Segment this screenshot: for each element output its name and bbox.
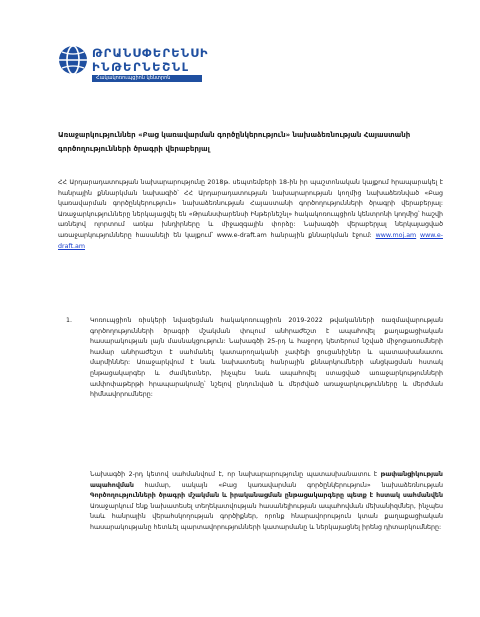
list-item-number: 1. bbox=[66, 317, 73, 324]
globe-logo-icon bbox=[58, 42, 90, 78]
intro-paragraph bbox=[58, 178, 443, 252]
paragraph-3-bold-b: Գործողությունների ծրագրի մշակման և իրականացման ընթացակարգերը պետք է հստակ սահմանվեն bbox=[90, 492, 443, 500]
paragraph-3-text-c: Առաջարկում ենք նախատեսել տեղեկատվության հասանելիության ապահովման մեխանիզմներ, ինչպես նաև հանրային վերահսկողության գործիքներ, որոնք հնարավորություն կտան քաղաքացիական հասարակությանը հետևել պարտավորությունների կատարմանը և ներկայացնել իրենց դիտարկումները: bbox=[90, 502, 443, 531]
document-title: Առաջարկություններ «Բաց կառավարման գործընկերություն» նախաձեռնության Հայաստանի գործողությունների ծրագրի վերաբերյալ bbox=[58, 131, 411, 153]
paragraph-3-text-a: Նախագծի 2-րդ կետով սահմանվում է, որ նախարարությունը պատասխանատու է bbox=[90, 471, 378, 478]
paragraph-3 bbox=[90, 470, 443, 534]
moj-link[interactable]: www.moj.am bbox=[375, 231, 417, 239]
intro-paragraph-text: ՀՀ Արդարադատության նախարարությունը 2018թ. սեպտեմբերի 18-ին իր պաշտոնական կայքում հրապարակել է հանրային քննարկման նախագիծ՝ ՀՀ Արդարադատության նախարարության կողմից նախաձեռնված «Բաց կառավարման գործընկերություն» նախաձեռնության Հայաստանի գործողությունների ծրագրի վերաբերյալ: Առաջարկությունները ներկայացվել են «Թրանսփարենսի Ինթերնեշնլ» հակակոռուպցիոն կենտրոնի կողմից՝ հաշվի առնելով ոլորտում առկա խնդիրները և միջազգային փորձը: Նախագծի վերաբերյալ ներկայացված առաջարկությունները հասանելի են կայքում՝ www.e-draft.am հանրային քննարկման էջում: bbox=[58, 179, 443, 239]
organization-logo bbox=[58, 42, 208, 88]
logo-subtitle-bar bbox=[92, 75, 202, 82]
paragraph-3-text-b: համար, սակայն «Բաց կառավարման գործընկերություն» նախաձեռնության bbox=[144, 481, 443, 489]
paragraph-3-bold-a: թափանցիկության ապահովման bbox=[90, 471, 443, 489]
logo-text-line1: ԹՐԱՆՍՓԵՐԵՆՍԻ bbox=[92, 46, 209, 60]
logo-text-line2: ԻՆԹԵՐՆԵՇՆԼ bbox=[92, 60, 190, 74]
e-draft-link[interactable]: www.e-draft.am bbox=[58, 231, 443, 250]
list-item-text: Կոռուպցիոն ռիսկերի նվազեցման հակակոռուպցիոն 2019-2022 թվականների ռազմավարության գործողությունների ծրագրի մշակման փուլում անհրաժեշտ է ապահովել քաղաքացիական հասարակության լայն մասնակցություն: Նախագծի 25-րդ և հաջորդ կետերում նշված միջոցառումների համար անհրաժեշտ է սահմանել կատարողականի չափելի ցուցանիշներ և պատասխանատու մարմիններ: Առաջարկվում է նաև նախատեսել հանրային քննարկումների անցկացման հստակ ընթացակարգեր և ժամկետներ, ինչպես նաև ապահովել ստացված առաջարկությունների ամփոփաթերթի հրապարակումը՝ նշելով ընդունված և մերժված առաջարկությունները և մերժման հիմնավորումները: bbox=[90, 317, 443, 399]
logo-subtitle: Հակակոռուպցիոն կենտրոն bbox=[96, 75, 171, 81]
